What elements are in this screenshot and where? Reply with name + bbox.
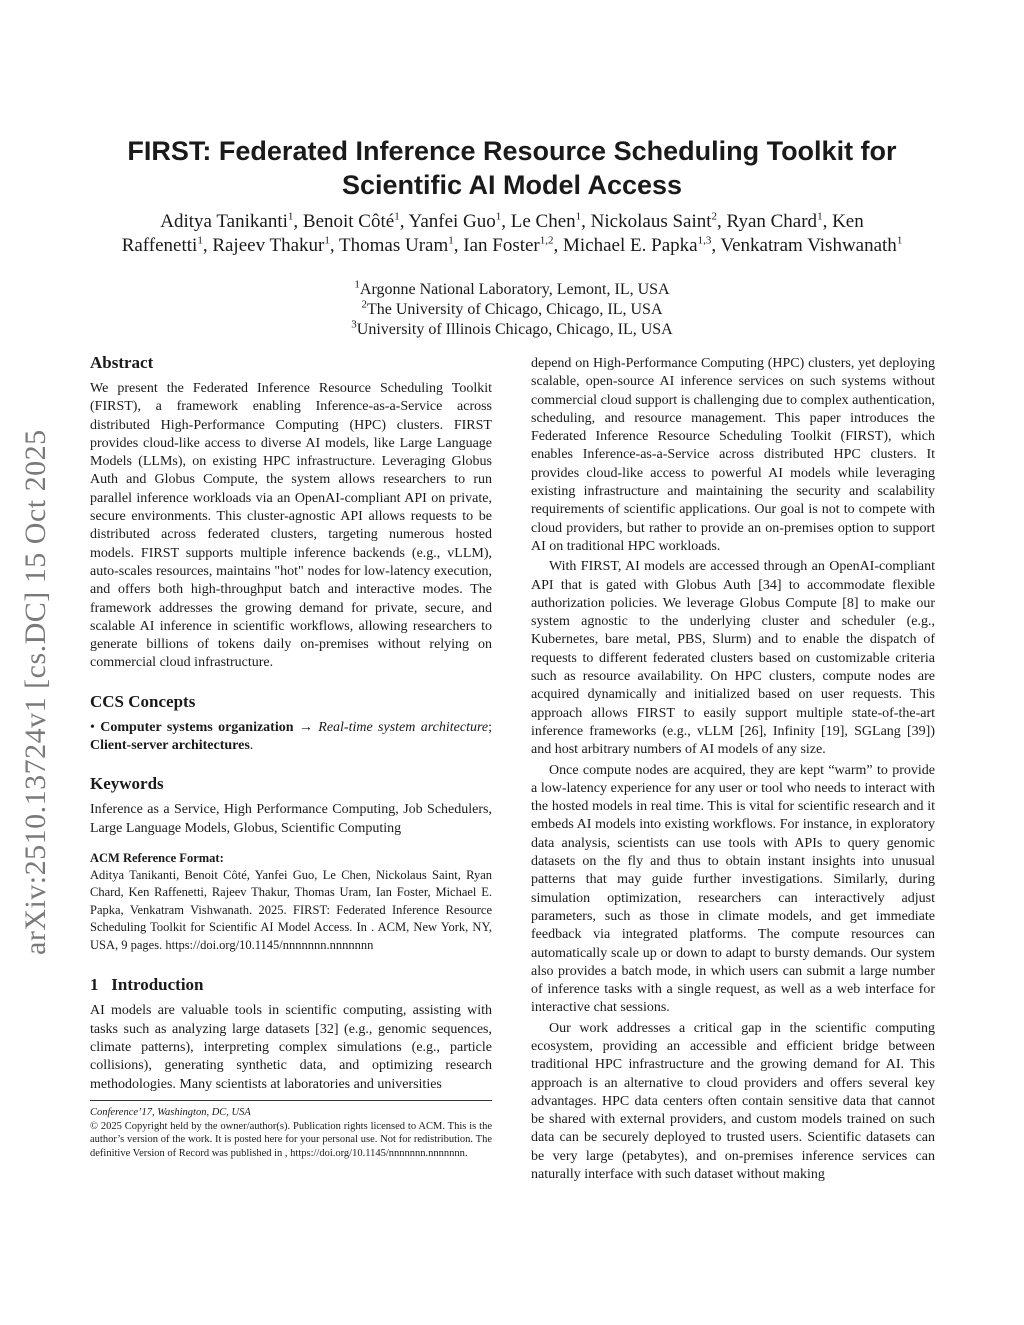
ccs-separator: ; xyxy=(488,719,493,735)
right-column xyxy=(531,355,935,1184)
author-affiliation-mark: 1 xyxy=(448,234,454,247)
author-name: Aditya Tanikanti xyxy=(160,211,288,232)
author-affiliation-mark: 1,2 xyxy=(539,234,554,247)
affiliation-text: Argonne National Laboratory, Lemont, IL, USA xyxy=(359,281,670,298)
affiliation-text: The University of Chicago, Chicago, IL, USA xyxy=(367,301,663,318)
affiliation-text: University of Illinois Chicago, Chicago, IL, USA xyxy=(356,321,673,338)
intro-heading-number: 1 xyxy=(90,975,99,995)
author-affiliation-mark: 1 xyxy=(817,210,823,223)
author-affiliation-mark: 1 xyxy=(197,234,203,247)
author-name: Michael E. Papka xyxy=(563,235,698,256)
intro-paragraph-1: depend on High-Performance Computing (HPC) clusters, yet deploying scalable, open-source AI inference services on such systems without commercial cloud support is challenging due to complex authentication, scheduling, and resource management. This paper introduces the Federated Inference Resource Scheduling Toolkit (FIRST), which enables Inference-as-a-Service across distributed HPC clusters. It provides cloud-like access to powerful AI models while leveraging existing infrastructure and maintaining the security and scalability requirements of scientific applications. Our goal is not to compete with cloud providers, but rather to provide an on-premises option to support AI on traditional HPC workloads. xyxy=(531,356,935,554)
abstract-heading: Abstract xyxy=(90,353,154,372)
ccs-bullet: • xyxy=(90,719,95,735)
ccs-end: . xyxy=(249,738,254,754)
intro-paragraph-2: With FIRST, AI models are accessed through an OpenAI-compliant API that is gated with Globus Auth [34] to accommodate flexible authorization policies. We leverage Globus Compute [8] to make our system agnostic to the underlying cluster and scheduler (e.g., Kubernetes, bare metal, PBS, Slurm) and to enable the dispatch of requests to different federated clusters based on customizable criteria such as resource availability. On HPC clusters, compute nodes are acquired dynamically and initialized based on user requests. This approach allows FIRST to easily support multiple state-of-the-art inference frameworks (e.g., vLLM [26], Infinity [19], SGLang [39]) and host arbitrary numbers of AI models of any size. xyxy=(531,559,935,758)
affiliation-number: 3 xyxy=(351,318,357,331)
author-name: Venkatram Vishwanath xyxy=(720,235,897,256)
author-affiliation-mark: 1 xyxy=(575,210,582,223)
affiliation-list xyxy=(200,280,824,340)
paper-title: FIRST: Federated Inference Resource Scheduling Toolkit for Scientific AI Model Access xyxy=(127,136,897,200)
arxiv-stamp: arXiv:2510.13724v1 [cs.DC] 15 Oct 2025 xyxy=(19,429,52,955)
ccs-arrow: → xyxy=(298,719,313,735)
acm-reference-text xyxy=(90,867,492,955)
author-affiliation-mark: 1 xyxy=(394,210,400,223)
left-column xyxy=(90,352,492,1094)
author-affiliation-mark: 2 xyxy=(711,210,718,223)
author-name: Yanfei Guo xyxy=(408,211,496,232)
author-name: Benoit Côté xyxy=(302,211,395,232)
ccs-term-2: Real-time system architecture xyxy=(318,719,489,735)
acm-reference-heading: ACM Reference Format: xyxy=(90,850,224,865)
author-name: Thomas Uram xyxy=(339,235,449,256)
intro-heading-title: Introduction xyxy=(111,975,204,995)
ccs-text xyxy=(90,719,492,756)
acm-reference-citation: . 2025. FIRST: Federated Inference Resource Scheduling Toolkit for Scientific AI Model Access. In . ACM, New York, NY, USA, 9 pages. https://doi.org/10.1145/nnnnnnn.nnnnnnn xyxy=(90,902,493,952)
keywords-text: Inference as a Service, High Performance Computing, Job Schedulers, Large Language Models, Globus, Scientific Computing xyxy=(90,802,492,836)
author-name: Ryan Chard xyxy=(726,211,818,232)
author-name: Le Chen xyxy=(510,211,576,232)
author-name: Ian Foster xyxy=(463,235,540,256)
affiliation-number: 1 xyxy=(354,278,360,291)
affiliation-line xyxy=(200,300,824,320)
author-affiliation-mark: 1 xyxy=(324,234,330,247)
author-affiliation-mark: 1,3 xyxy=(697,234,712,247)
ccs-term-1: Computer systems organization xyxy=(100,719,294,735)
footnote-copyright: © 2025 Copyright held by the owner/author(s). Publication rights licensed to ACM. This is the author’s version of the work. It is posted here for your personal use. Not for redistribution. The definitive Version of Record was published in , https://doi.org/10.1145/nnnnnnn.nnnnnnn. xyxy=(90,1120,492,1159)
author-affiliation-mark: 1 xyxy=(896,234,903,247)
abstract-text: We present the Federated Inference Resource Scheduling Toolkit (FIRST), a framework enabling Inference-as-a-Service across distributed High-Performance Computing (HPC) clusters. FIRST provides cloud-like access to diverse AI models, like Large Language Models (LLMs), on existing HPC infrastructure. Leveraging Globus Auth and Globus Compute, the system allows researchers to run parallel inference workloads via an OpenAI-compliant API on private, secure environments. This cluster-agnostic API allows requests to be distributed across federated clusters, targeting numerous hosted models. FIRST supports multiple inference backends (e.g., vLLM), auto-scales resources, maintains "hot" nodes for low-latency execution, and offers both high-throughput batch and interactive modes. The framework addresses the growing demand for private, secure, and scalable AI inference in scientific workflows, allowing researchers to generate billions of tokens daily on-premises without relying on commercial cloud infrastructure. xyxy=(90,381,492,671)
author-name: Ken Raffenetti xyxy=(121,211,864,256)
ccs-term-3: Client-server architectures xyxy=(90,738,250,754)
footnote-conference: Conference’17, Washington, DC, USA xyxy=(90,1107,251,1118)
author-affiliation-mark: 1 xyxy=(495,210,502,223)
footnote xyxy=(90,1100,492,1160)
intro-left-text: AI models are valuable tools in scientific computing, assisting with tasks such as analyzing large datasets [32] (e.g., genomic sequences, climate patterns), interpreting complex simulations (e.g., particle collisions), generating synthetic data, and optimizing research methodologies. Many scientists at laboratories and universities xyxy=(90,1003,492,1092)
ccs-heading: CCS Concepts xyxy=(90,691,196,711)
intro-paragraph-3: Once compute nodes are acquired, they are kept “warm” to provide a low-latency experience for any user or tool who needs to interact with the hosted models in real time. This is vital for scientific research and it embeds AI models into existing workflows. For instance, in exploratory data analysis, scientists can use tools with APIs to query genomic datasets on the fly and thus to obtain instant insights into unusual patterns that may guide further investigations. Similarly, during simulation optimization, researchers can interactively adjust parameters, such as those in climate models, and get immediate feedback via integrated platforms. The compute resources can automatically scale up or down to adapt to bursty demands. Our system also provides a batch mode, in which users can submit a large number of inference tasks with a single request, as well as a web interface for interactive chat sessions. xyxy=(531,762,935,1016)
author-name: Rajeev Thakur xyxy=(212,235,325,256)
author-affiliation-mark: 1 xyxy=(287,210,294,223)
acm-reference-authors: Aditya Tanikanti, Benoit Côté, Yanfei Guo, Le Chen, Nickolaus Saint, Ryan Chard, Ken Raffenetti, Rajeev Thakur, Thomas Uram, Ian Foster, Michael E. Papka, Venkatram Vishwanath xyxy=(90,867,492,917)
author-list: Aditya Tanikanti$^1$, Benoit Côté$^1$, Yanfei Guo$^1$, Le Chen$^1$, Nickolaus Saint$^2$, Ryan Chard$^1$, Ken Raffenetti$^1$, Rajeev Thakur$^1$, Thomas Uram$^1$, Ian Foster$^{1,2}$, Michael E. Papka$^{1,3}$, Venkatram Vishwanath$^1$ xyxy=(121,210,903,256)
author-name: Nickolaus Saint xyxy=(590,211,712,232)
intro-paragraph-4: Our work addresses a critical gap in the scientific computing ecosystem, providing an accessible and efficient bridge between traditional HPC infrastructure and the growing demand for AI. This approach is an alternative to cloud providers and offers several key advantages. HPC data centers often contain sensitive data that cannot be shared with external providers, and custom models trained on such data can be securely deployed to trusted users. Scientific datasets can be very large (petabytes), and on-premises inference services can naturally interface with such dataset without making xyxy=(531,1020,935,1183)
affiliation-number: 2 xyxy=(361,298,367,311)
keywords-heading: Keywords xyxy=(90,774,164,794)
affiliation-line xyxy=(200,320,824,340)
intro-heading xyxy=(90,974,492,996)
affiliation-line xyxy=(200,280,824,300)
acm-reference xyxy=(90,850,492,955)
